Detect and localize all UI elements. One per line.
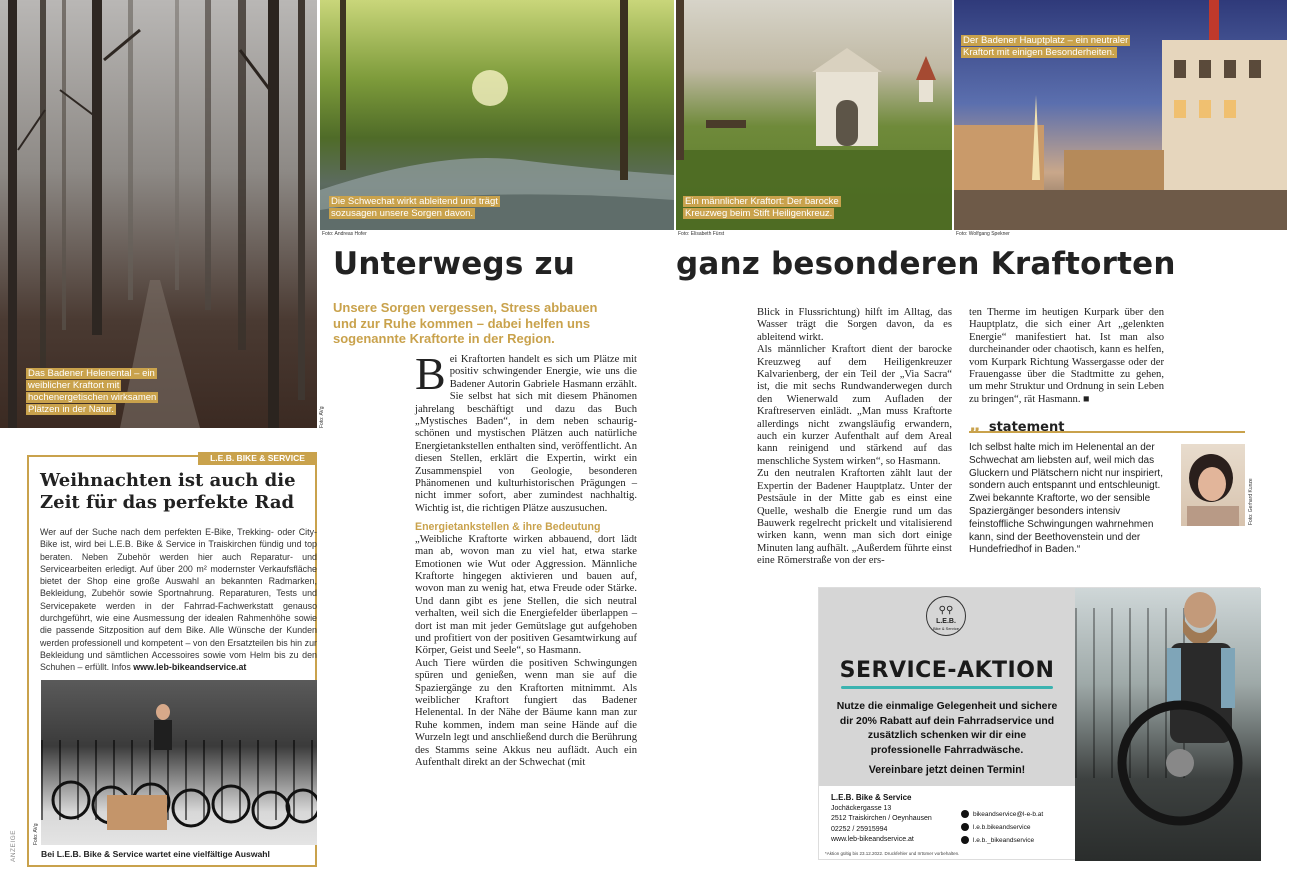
- promo-contacts: [961, 808, 1073, 847]
- statement-text: Ich selbst halte mich im Helenental an der Schwechat am liebsten auf, weil mich das Gluckern und Plätschern nicht nur inspiriert, sondern auch entspannt und entschleunigt. Zwei bekannte Kraftorte, wo der sensible Spaziergänger besonders intensiv feinstoffliche Schwingungen wahrnehmen kann, sind der Beethovenstein und der Hundefriedhof in Baden.“: [969, 442, 1163, 556]
- promo-phone: 02252 / 25915994: [831, 825, 888, 833]
- article-column-2: [757, 307, 952, 568]
- promo-logo-text: L.E.B.: [936, 618, 956, 625]
- forest-caption: Das Badener Helenental – ein weiblicher Kraftort mit hochenergetischen wirksamen Plätzen in der Natur.: [28, 368, 157, 415]
- article-lead: Unsere Sorgen vergessen, Stress abbauen und zur Ruhe kommen – dabei helfen uns sogenannte Kraftorte in der Region.: [333, 300, 598, 346]
- bike-ad-link[interactable]: www.leb-bikeandservice.at: [133, 662, 247, 673]
- article-subhead: Energietankstellen & ihre Bedeutung: [415, 521, 601, 534]
- forest-trees: [0, 0, 317, 428]
- statement-quote-icon: „: [969, 415, 981, 436]
- article-dropcap: B: [415, 348, 446, 399]
- forest-credit: Foto: AVg: [319, 406, 325, 428]
- chapel-caption: Ein männlicher Kraftort: Der barocke Kreuzweg beim Stift Heiligenkreuz.: [685, 196, 839, 219]
- bike-shop-photo: [41, 680, 317, 845]
- river-caption: Die Schwechat wirkt ableitend und trägt sozusagen unsere Sorgen davon.: [331, 196, 498, 219]
- square-credit: Foto: Wolfgang Spekner: [956, 231, 1010, 237]
- promo-underline: [841, 686, 1053, 689]
- promo-instagram: l.e.b._bikeandservice: [973, 837, 1035, 844]
- bike-photo-credit: Foto: AVg: [33, 823, 39, 845]
- forest-photo: [0, 0, 317, 428]
- article-col1-p1: ei Kraftorten handelt es sich um Plätze mit positiv schwingender Energie, wie uns die Badener Autorin Gabriele Hasmann erzählt. Sie selbst hat sich mit diesem Phänomen jahrelang beschäftigt und dazu das Buch „Mystisches Baden“, in dem neben schaurig-schönen und mystischen Plätzen auch natürliche Energietankstellen enthalten sind, veröffentlicht. An diesen Stellen, erklärt die Expertin, wirkt ein Zusammenspiel von Geologie, besonderen Phänomenen und kulturhistorischen Prägungen – nicht immer sofort, aber zumindest nachhaltig. Wichtig ist, die richtigen Plätze auszusuchen.: [415, 354, 637, 514]
- promo-address: [831, 793, 971, 846]
- bike-ad-headline: Weihnachten ist auch die Zeit für das perfekte Rad: [40, 470, 296, 513]
- promo-street: Jochäckergasse 13: [831, 804, 892, 812]
- article-title-part1: Unterwegs zu: [333, 246, 575, 282]
- bike-ad-body-text: Wer auf der Suche nach dem perfekten E-Bike, Trekking- oder City-Bike ist, wird bei L.E.B. Bike & Service in Traiskirchen fündig und top beraten. Neben Zubehör werden hier auch Reparatur- und Servicearbeiten erledigt. Auf über 200 m² modernster Verkaufsfläche bietet der Shop eine große Auswahl an bekannten Radmarken, Bekleidung, Zubehör sowie Sportnahrung. Reparaturen, Tests und Servicepakete werden in der Fahrrad-Fachwerkstatt genauso durchgeführt, wie eine Ausmessung der idealen Rahmenhöhe sowie die passende Sitzposition auf dem Bike. Alle Wünsche der Kunden werden professionell und kompetent – von den Ersatzteilen bis hin zur Bekleidung und sämtlichen Accessoires sowie vom Helm bis zu den Schuhen – erfüllt. Infos: [40, 527, 317, 673]
- portrait-figure: [1181, 444, 1245, 526]
- chapel-photo: [676, 0, 952, 230]
- promo-logo-sub: Bike & Service: [932, 626, 959, 631]
- promo-email: bikeandservice@l-e-b.at: [973, 811, 1044, 818]
- chapel-credit: Foto: Elisabeth Fürst: [678, 231, 725, 237]
- article-col2-p2: Als männlicher Kraftort dient der barocke Kreuzweg auf dem Heiligenkreuzer Kalvarienberg, der ein Teil der „Via Sacra“ ist, die mit sechs Rundwanderwegen durch den Wienerwald zum Aufladen der Kraftreserven einlädt. „Man muss Kraftorte allerdings nicht zwangsläufig erwandern, auch ein kurzer Aufenthalt auf dem Areal kann reinigend und stärkend auf das menschliche System wirken“, so Hasmann.: [757, 344, 952, 467]
- promo-cta: Vereinbare jetzt deinen Termin!: [868, 764, 1026, 776]
- article-title-part2: ganz besonderen Kraftorten: [676, 246, 1176, 282]
- river-photo: [320, 0, 674, 230]
- mail-icon: [961, 810, 969, 818]
- facebook-icon: [961, 823, 969, 831]
- service-promo: [818, 587, 1260, 860]
- river-credit: Foto: Andreas Hofer: [322, 231, 367, 237]
- mechanic-photo: [1075, 588, 1261, 861]
- statement-header: [969, 415, 1245, 436]
- bike-photo-caption: Bei L.E.B. Bike & Service wartet eine vielfältige Auswahl: [41, 849, 270, 859]
- article-col1-p2: „Weibliche Kraftorte wirken abbauend, dort lädt man ab, wovon man zu viel hat, etwa starke Emotionen wie Wut oder Aggression. Männliche Kraftorte hingegen aktivieren und bauen auf, wovon man zu wenig hat, etwa Freude oder Stärke. Und dann gibt es jene Stellen, die sich neutral verhalten, weil sich die Energiefelder überlappen – dort ist man mit jeder Gemütslage gut aufgehoben und profitiert von der positiven Gesamtwirkung auf Körper, Geist und Seele“, so Hasmann.: [415, 533, 637, 657]
- promo-city: 2512 Traiskirchen / Oeynhausen: [831, 815, 932, 822]
- promo-logo: [926, 596, 966, 636]
- statement-heading: statement: [988, 420, 1065, 435]
- bike-ad-tag: L.E.B. BIKE & SERVICE: [198, 452, 317, 465]
- ad-side-label: ANZEIGE: [10, 829, 17, 862]
- square-caption: Der Badener Hauptplatz – ein neutraler Kraftort mit einigen Besonderheiten.: [963, 35, 1129, 58]
- bike-shop-scene: [41, 680, 317, 845]
- promo-email-row[interactable]: [961, 808, 1073, 821]
- promo-facebook-row[interactable]: [961, 821, 1073, 834]
- instagram-icon: [961, 836, 969, 844]
- bike-ad-body: [40, 526, 317, 674]
- article-col2-p3: Zu den neutralen Kraftorten zählt laut der Expertin der Badener Hauptplatz. Unter der Pestsäule in der Mitte gab es einst eine Quelle, weshalb die Energie rund um das Bauwerk regelrecht prickelt und vitalisierend wirken kann, wenn man sich dort einige Minuten lang aufhält. „Außerdem führte einst eine Römerstraße von der ers-: [757, 468, 952, 567]
- statement-portrait: [1181, 444, 1245, 526]
- article-column-3: [969, 307, 1164, 406]
- article-column-1: [415, 348, 637, 769]
- promo-instagram-row[interactable]: [961, 834, 1073, 847]
- promo-web[interactable]: www.leb-bikeandservice.at: [831, 836, 914, 843]
- article-col1-p3: Auch Tiere würden die positiven Schwingungen spüren und genießen, wenn man sie auf die Spaziergänge zu den Kraftorten mitnimmt. Als weiblicher Kraftort fungiert das Badener Helenental. In der Nähe der Bäume kann man zur Ruhe kommen, indem man seine Hände auf die Wurzeln legt und anschließend durch die Berührung des Stamms seine Akkus neu auflädt. Auch ein Aufenthalt direkt an der Schwechat (mit: [415, 657, 637, 768]
- article-col2-p1: Blick in Flussrichtung) hilft im Alltag, das Wasser trägt die Sorgen davon, da es ableitend wirkt.: [757, 307, 952, 343]
- promo-disclaimer: *Aktion gültig bis 23.12.2022. Druckfehler und Irrtümer vorbehalten.: [825, 851, 960, 856]
- promo-title: SERVICE-AKTION: [839, 658, 1055, 683]
- article-col3-p1: ten Therme im heutigen Kurpark über den Hauptplatz, die sich einer Art „gelenkten Energie“ manifestiert hat. Ist man also durcheinander oder chaotisch, kann es helfen, vom Kurpark Richtung Wassergasse oder der Frauengasse über die Stadtmitte zu gehen, um mehr Struktur und Ordnung in sein Leben zu bringen“, rät Hasmann. ■: [969, 307, 1164, 405]
- promo-facebook: l.e.b.bikeandservice: [973, 824, 1031, 831]
- mechanic-scene: [1075, 588, 1261, 861]
- promo-offer: Nutze die einmalige Gelegenheit und sichere dir 20% Rabatt auf dein Fahrradservice und zusätzlich schenken wir dir eine professionelle Fahrradwäsche.: [836, 701, 1058, 756]
- statement-credit: Foto: Gerhard Kunze: [1248, 478, 1254, 525]
- bike-icon: ⚲⚲: [938, 605, 954, 616]
- square-photo: [954, 0, 1287, 230]
- promo-company: L.E.B. Bike & Service: [831, 793, 912, 802]
